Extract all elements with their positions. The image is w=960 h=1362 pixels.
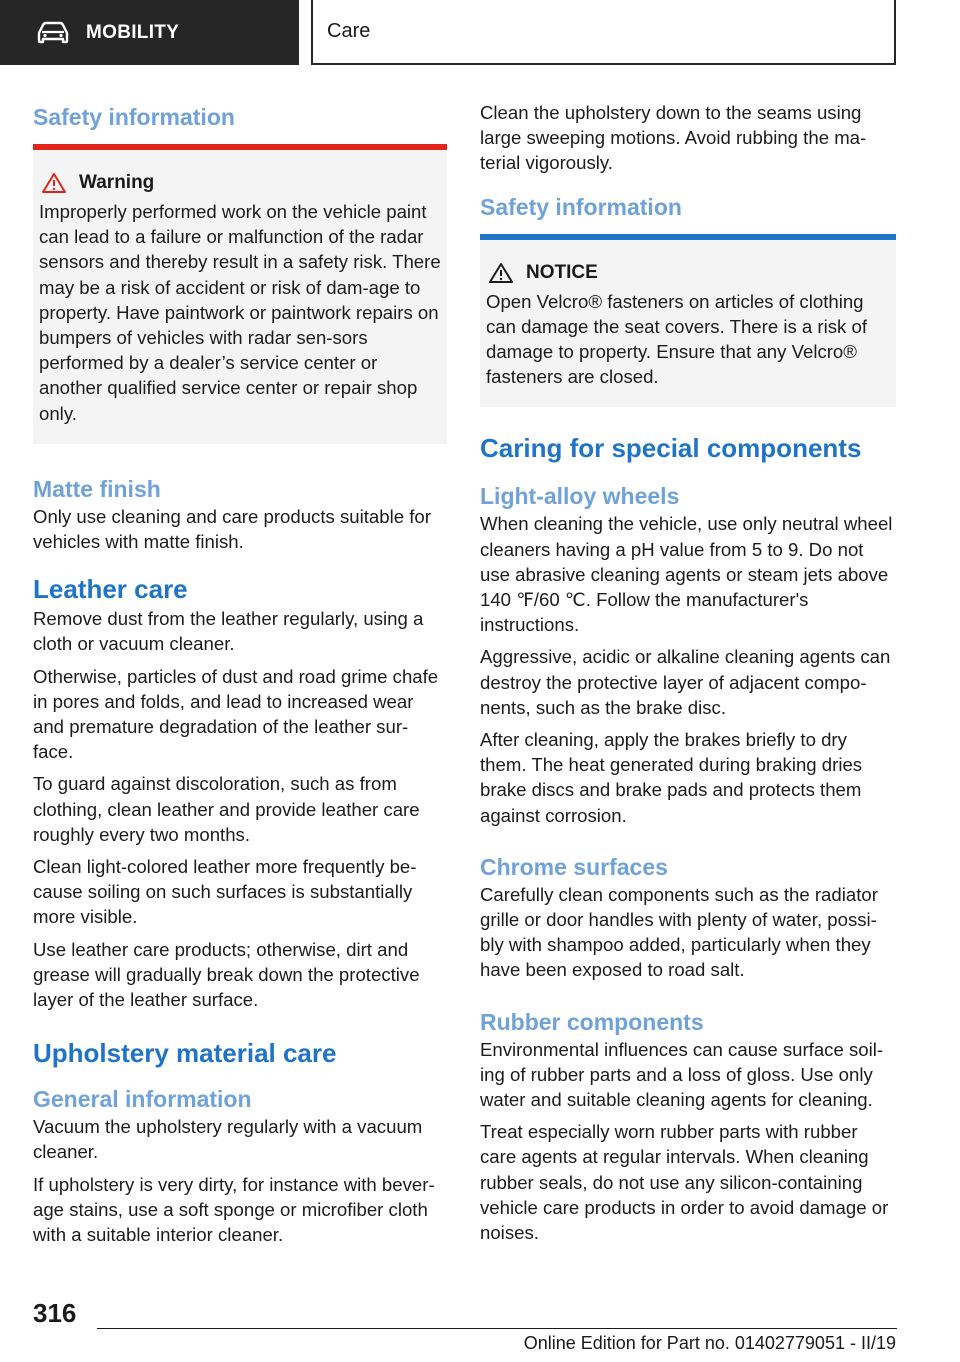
notice-text: Open Velcro® fasteners on articles of clothing can damage the seat covers. There is a risk of damage to property. Ensure that any Velcro® fasteners are closed. — [486, 290, 868, 388]
matte-finish-text: Only use cleaning and care products suitable for vehicles with matte finish. — [33, 505, 431, 553]
rubber-components-heading: Rubber components — [480, 1008, 704, 1035]
wheels-text-3: After cleaning, apply the brakes briefly to dry them. The heat generated during braking dries brake discs and brake pads and protects them against corrosion. — [480, 729, 863, 826]
warning-box — [33, 150, 447, 444]
chapter-title: Care — [327, 20, 371, 42]
page-number: 316 — [33, 1298, 77, 1328]
warning-text: Improperly performed work on the vehicle paint can lead to a failure or malfunction of the radar sensors and thereby result in a safety risk. There may be a risk of accident or risk of dam‐age to property. Have paintwork or paintwork repairs on bumpers of vehicles with radar sen‐sors performed by a dealer’s service center or another qualified service center or repair shop only. — [39, 201, 441, 424]
left-column — [33, 100, 447, 1254]
light-alloy-wheels-heading: Light-alloy wheels — [480, 483, 680, 510]
warning-triangle-icon — [41, 172, 67, 194]
warning-label: Warning — [79, 172, 155, 193]
upholstery-heading: Upholstery material care — [33, 1038, 337, 1069]
leather-care-text-3: To guard against discoloration, such as from clothing, clean leather and provide leather care roughly every two months. — [33, 773, 420, 845]
edition-text: Online Edition for Part no. 01402779051 - II/19 — [523, 1333, 896, 1353]
leather-care-heading: Leather care — [33, 574, 188, 605]
notice-label: NOTICE — [526, 261, 598, 283]
right-column — [480, 100, 896, 1252]
wheels-text-1: When cleaning the vehicle, use only neutral wheel cleaners having a pH value from 5 to 9. Do not use abrasive cleaning agents or steam jets above 140 ℉/60 ℃. Follow the manufacturer's instructions. — [480, 513, 893, 636]
notice-header — [486, 262, 890, 284]
rubber-text-2: Treat especially worn rubber parts with rubber care agents at regular intervals. When cleaning rubber seals, do not use any silicon-containing vehicle care products in order to avoid damage or noises. — [480, 1121, 889, 1244]
leather-care-text-1: Remove dust from the leather regularly, using a cloth or vacuum cleaner. — [33, 608, 424, 655]
wheels-text-2: Aggressive, acidic or alkaline cleaning agents can destroy the protective layer of adjacent compo‐nents, such as the brake disc. — [480, 646, 891, 718]
section-tab — [0, 0, 299, 65]
footer-divider — [97, 1328, 897, 1329]
safety-information-heading-2: Safety information — [480, 193, 682, 220]
notice-triangle-icon — [488, 262, 514, 284]
special-components-heading: Caring for special components — [480, 433, 862, 464]
section-label: MOBILITY — [86, 21, 180, 43]
rubber-text-1: Environmental influences can cause surface soil‐ing of rubber parts and a loss of gloss. Use only water and suitable cleaning agents for cleaning. — [480, 1038, 884, 1111]
warning-header — [39, 172, 441, 194]
leather-care-text-5: Use leather care products; otherwise, dirt and grease will gradually break down the protective layer of the leather surface. — [33, 938, 420, 1011]
general-information-heading: General information — [33, 1086, 252, 1113]
notice-box — [480, 240, 896, 408]
upholstery-text-2: If upholstery is very dirty, for instance with bever‐age stains, use a soft sponge or microfiber cloth with a suitable interior cleaner. — [33, 1173, 435, 1246]
chrome-surfaces-heading: Chrome surfaces — [480, 853, 668, 880]
safety-information-heading: Safety information — [33, 104, 235, 130]
leather-care-text-2: Otherwise, particles of dust and road grime chafe in pores and folds, and lead to increased wear and premature degradation of the leather sur‐face. — [33, 665, 439, 763]
upholstery-text-1: Vacuum the upholstery regularly with a vacuum cleaner. — [33, 1116, 423, 1163]
chapter-header — [311, 0, 896, 65]
car-icon — [36, 21, 70, 45]
upholstery-text-3: Clean the upholstery down to the seams using large sweeping motions. Avoid rubbing the ma‐terial vigorously. — [480, 102, 867, 174]
matte-finish-heading: Matte finish — [33, 475, 161, 502]
chrome-text: Carefully clean components such as the radiator grille or door handles with plenty of water, possi‐bly with shampoo added, particularly when they have been exposed to road salt. — [480, 883, 878, 981]
leather-care-text-4: Clean light-colored leather more frequently be‐cause soiling on such surfaces is substantially more visible. — [33, 856, 417, 928]
